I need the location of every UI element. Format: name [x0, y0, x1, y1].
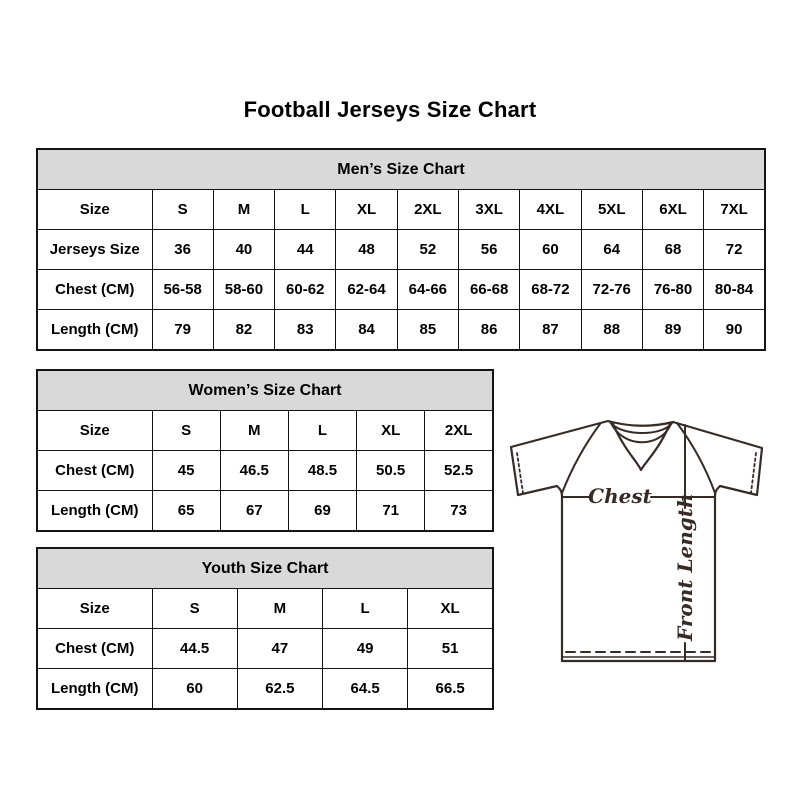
- womens-row-label: Chest (CM): [37, 451, 152, 491]
- mens-cell-value: 87: [520, 310, 581, 351]
- womens-cell-value: S: [152, 411, 220, 451]
- mens-cell-value: 60-62: [275, 270, 336, 310]
- mens-cell-value: 64: [581, 230, 642, 270]
- youth-cell-value: 60: [152, 669, 237, 710]
- youth-row-label: Size: [37, 589, 152, 629]
- mens-cell-value: 88: [581, 310, 642, 351]
- youth-cell-value: 66.5: [408, 669, 493, 710]
- womens-row-label: Length (CM): [37, 491, 152, 532]
- youth-cell-value: 62.5: [237, 669, 322, 710]
- jersey-measurement-diagram: [505, 403, 780, 675]
- youth-size-table: [36, 547, 494, 710]
- mens-cell-value: 56: [458, 230, 519, 270]
- mens-cell-value: 80-84: [704, 270, 765, 310]
- womens-cell-value: XL: [357, 411, 425, 451]
- youth-cell-value: 64.5: [323, 669, 408, 710]
- mens-row-label: Chest (CM): [37, 270, 152, 310]
- mens-cell-value: 72: [704, 230, 765, 270]
- mens-cell-value: 7XL: [704, 190, 765, 230]
- mens-cell-value: 82: [213, 310, 274, 351]
- womens-cell-value: 65: [152, 491, 220, 532]
- womens-cell-value: 73: [425, 491, 493, 532]
- mens-cell-value: 86: [458, 310, 519, 351]
- youth-row-label: Length (CM): [37, 669, 152, 710]
- mens-table-title: Men’s Size Chart: [37, 149, 765, 190]
- left-sleeve-seam: [562, 424, 600, 493]
- mens-cell-value: 66-68: [458, 270, 519, 310]
- mens-row-label: Length (CM): [37, 310, 152, 351]
- mens-cell-value: S: [152, 190, 213, 230]
- mens-cell-value: XL: [336, 190, 397, 230]
- mens-cell-value: 85: [397, 310, 458, 351]
- chest-label: Chest: [588, 484, 652, 508]
- youth-cell-value: M: [237, 589, 322, 629]
- mens-cell-value: 72-76: [581, 270, 642, 310]
- womens-cell-value: 52.5: [425, 451, 493, 491]
- womens-cell-value: 71: [357, 491, 425, 532]
- mens-cell-value: 5XL: [581, 190, 642, 230]
- mens-cell-value: 6XL: [642, 190, 703, 230]
- mens-cell-value: 60: [520, 230, 581, 270]
- mens-cell-value: 90: [704, 310, 765, 351]
- mens-cell-value: 4XL: [520, 190, 581, 230]
- womens-cell-value: 46.5: [220, 451, 288, 491]
- womens-size-table: [36, 369, 494, 532]
- mens-cell-value: 68-72: [520, 270, 581, 310]
- mens-cell-value: 64-66: [397, 270, 458, 310]
- mens-size-table: [36, 148, 766, 351]
- mens-cell-value: 83: [275, 310, 336, 351]
- mens-cell-value: 58-60: [213, 270, 274, 310]
- mens-cell-value: 36: [152, 230, 213, 270]
- youth-cell-value: XL: [408, 589, 493, 629]
- page-title: Football Jerseys Size Chart: [243, 97, 537, 122]
- youth-table-title: Youth Size Chart: [37, 548, 493, 589]
- youth-cell-value: 49: [323, 629, 408, 669]
- womens-cell-value: 67: [220, 491, 288, 532]
- youth-cell-value: 44.5: [152, 629, 237, 669]
- mens-cell-value: 2XL: [397, 190, 458, 230]
- womens-cell-value: 2XL: [425, 411, 493, 451]
- mens-cell-value: 79: [152, 310, 213, 351]
- mens-cell-value: 84: [336, 310, 397, 351]
- mens-cell-value: 89: [642, 310, 703, 351]
- mens-cell-value: 48: [336, 230, 397, 270]
- womens-cell-value: 48.5: [288, 451, 356, 491]
- womens-cell-value: M: [220, 411, 288, 451]
- mens-row-label: Size: [37, 190, 152, 230]
- womens-cell-value: 45: [152, 451, 220, 491]
- youth-cell-value: L: [323, 589, 408, 629]
- mens-cell-value: L: [275, 190, 336, 230]
- youth-row-label: Chest (CM): [37, 629, 152, 669]
- womens-cell-value: L: [288, 411, 356, 451]
- mens-cell-value: 3XL: [458, 190, 519, 230]
- jersey-outline-shape: [511, 421, 762, 661]
- womens-cell-value: 69: [288, 491, 356, 532]
- mens-cell-value: M: [213, 190, 274, 230]
- mens-cell-value: 76-80: [642, 270, 703, 310]
- youth-cell-value: S: [152, 589, 237, 629]
- right-cuff-dashed-line: [751, 453, 756, 493]
- womens-table-title: Women’s Size Chart: [37, 370, 493, 411]
- mens-row-label: Jerseys Size: [37, 230, 152, 270]
- youth-cell-value: 51: [408, 629, 493, 669]
- mens-cell-value: 68: [642, 230, 703, 270]
- mens-cell-value: 40: [213, 230, 274, 270]
- mens-cell-value: 56-58: [152, 270, 213, 310]
- womens-cell-value: 50.5: [357, 451, 425, 491]
- mens-cell-value: 44: [275, 230, 336, 270]
- mens-cell-value: 52: [397, 230, 458, 270]
- front-length-label: Front Length: [673, 493, 697, 641]
- mens-cell-value: 62-64: [336, 270, 397, 310]
- youth-cell-value: 47: [237, 629, 322, 669]
- womens-row-label: Size: [37, 411, 152, 451]
